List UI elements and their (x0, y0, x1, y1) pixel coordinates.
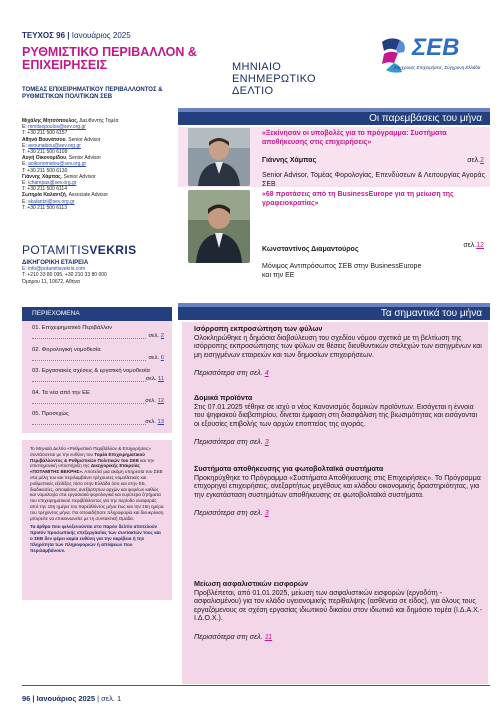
highlight-body: Στις 07.01.2025 τέθηκε σε ισχύ ο νέος Κανονισμός δομικών προϊόντων. Εισάγεται η έννοια του ψηφιακού διαβατηρίου, δίνεται έμφαση στη διασφάλιση της βιωσιμότητας και εισάγονται οι εξουσίες επιβολής των αρχών εποπτείας της αγοράς. (194, 403, 478, 428)
contact-email-line: E: ichampas@sev.org.gr (22, 180, 77, 187)
guest-page-ref-2[interactable] (463, 242, 484, 249)
toc-item-page-prefix: σελ. (145, 376, 157, 382)
highlight-body: Προκηρύχθηκε το Πρόγραμμα «Συστήματα Αποθήκευσης στις Επιχειρήσεις». Το Πρόγραμμα επιχορηγεί επιχειρήσεις, ανεξαρτήτως μεγέθους και κλάδου οικονομικής δραστηριότητας, για την εγκατάσταση συστημάτων αποθήκευσης σε φωτοβολταϊκά συστήματα. (194, 474, 481, 499)
highlight-body: Ολοκληρώθηκε η δημόσια διαβούλευση του σχεδίου νόμου σχετικά με τη βελτίωση της ισόρροπης εκπροσώπησης των φύλων σε θέσεις διευθυντικών στελεχών των εισηγμένων και μη εισηγμένων εταιρειών και των δημοσίων επιχειρήσεων. (194, 334, 482, 359)
highlight-more-prefix: Περισσότερα στη σελ. (194, 368, 263, 377)
footer-issue: 96 (22, 694, 31, 703)
toc-title: ΠΕΡΙΕΧΟΜΕΝΑ (22, 307, 172, 321)
toc-leader-dots (32, 403, 146, 404)
toc-item[interactable] (22, 364, 172, 386)
toc-item-page[interactable]: 6 (160, 354, 164, 361)
disclaimer-text-b: Τομέα Επιχειρηματικού Περιβάλλοντος & Ρυθμιστικών Πολιτικών του ΣΕΒ (30, 451, 145, 463)
sev-logo (380, 34, 490, 84)
guest-page-2[interactable]: 12 (476, 242, 484, 249)
toc-box (22, 307, 172, 433)
guest-role-2: Μόνιμος Αντιπρόσωπος ΣΕΒ στην BusinessEurope και την ΕΕ (262, 263, 422, 279)
highlight-item (194, 465, 484, 518)
guest-page-prefix-1: σελ. (467, 157, 481, 164)
highlight-title: Μείωση ασφαλιστικών εισφορών (194, 579, 308, 588)
contact-name: Αυγή Οικονομίδου (22, 155, 66, 162)
disclaimer-paragraph-1 (30, 446, 164, 521)
toc-item-page-prefix: σελ. (145, 397, 156, 404)
toc-leader-dots (32, 360, 146, 361)
guests-section-title: Οι παρεμβάσεις του μήνα (369, 113, 482, 124)
highlights-section-bar (178, 307, 490, 320)
contact-email-line: E: aoikonomidou@sev.org.gr (22, 161, 87, 168)
highlight-more-page[interactable]: 3 (264, 508, 269, 517)
law-firm-address: Όμηρου 11, 10672, Αθήνα (22, 278, 80, 285)
guest-role-1: Senior Advisor, Τομέας Φορολογίας, Επενδύσεων & Λειτουργίας Αγοράς ΣΕΒ (262, 172, 485, 188)
toc-item-page-ref[interactable] (145, 398, 164, 404)
highlight-more-page[interactable]: 4 (264, 368, 269, 377)
contact-email[interactable]: avounatsou@sev.org.gr (28, 142, 81, 149)
highlight-title: Δομικά προϊόντα (194, 393, 253, 402)
footer: 96 | Ιανουάριος 2025 | σελ. 1 (22, 694, 122, 703)
toc-item-page-prefix: σελ. (148, 354, 160, 361)
footer-page: σελ. 1 (101, 694, 122, 703)
contact-phone: T: +30 211 500 6130 (22, 167, 68, 174)
highlight-item (194, 394, 484, 447)
disclaimer-paragraph-2: Τα άρθρα που φιλοξενούνται στο παρόν δελτίο αποτελούν προϊόν προσωπικής επεξεργασίας των συντακτών τους και ο ΣΕΒ δεν φέρει καμία ευθύνη για την ακρίβεια ή την πληρότητα των πληροφοριών ή απόψεων που περιλαμβάνουν. (30, 524, 161, 553)
contact-email[interactable]: mmitsopoulos@sev.org.gr (28, 124, 86, 131)
sev-logo-text: ΣΕΒ (412, 34, 460, 61)
guest-quote-2[interactable]: «68 προτάσεις από τη BusinessEurope για τη μείωση της γραφειοκρατίας» (262, 191, 454, 207)
contact-email[interactable]: ichampas@sev.org.gr (28, 180, 77, 187)
disclaimer-text-d: Δικηγορικής Εταιρείας «ΠΟΤΑΜΙΤΗΣ ΒΕΚΡΗΣ». (30, 463, 140, 475)
guests-section-bar (178, 112, 490, 125)
highlights-section-title: Τα σημαντικά του μήνα (380, 308, 482, 319)
contact-name: Γιάννης Χάμπας (22, 173, 61, 180)
sev-logo-tagline: Σύγχρονες Επιχειρήσεις, Σύγχρονη Ελλάδα (394, 65, 481, 70)
newsletter-title: ΡΥΘΜΙΣΤΙΚΟ ΠΕΡΙΒΑΛΛΟΝ & ΕΠΙΧΕΙΡΗΣΕΙΣ (22, 45, 197, 72)
toc-item-label: 03. Εργασιακές σχέσεις & εργατική νομοθεσία (32, 368, 150, 374)
contact-phone: T: +30 211 500 6114 (22, 186, 67, 193)
contact-email-line: E: skalantzi@sev.org.gr (22, 198, 75, 205)
highlight-more-link[interactable] (194, 633, 484, 642)
contacts-list (22, 118, 182, 211)
law-firm-email[interactable]: E: info@potamitisvekris.com (22, 266, 86, 273)
toc-item-label: 04. Τα νέα από την ΕΕ (32, 389, 90, 396)
contact-phone: T: +30 211 500 6109 (22, 149, 68, 156)
contact-role: , Associate Advisor (65, 192, 109, 199)
toc-leader-dots (32, 381, 146, 382)
guest-quote-1[interactable]: «Ξεκίνησαν οι υποβολές για το πρόγραμμα: Συστήματα αποθήκευσης στις επιχειρήσεις» (262, 130, 447, 146)
toc-item-page-prefix: σελ. (145, 419, 156, 425)
toc-item-page[interactable]: 11 (157, 376, 164, 382)
contact-email-line: E: avounatsou@sev.org.gr (22, 142, 81, 149)
highlight-title: Ισόρροπη εκπροσώπηση των φύλων (194, 324, 323, 333)
issue-date: Ιανουάριος 2025 (71, 31, 131, 40)
toc-item-label: 02. Φορολογική νομοθεσία (32, 346, 101, 353)
guest-name-2-text: Κωνσταντίνος Διαμαντούρος (262, 246, 359, 253)
law-firm-logo (22, 243, 136, 257)
contact-email[interactable]: skalantzi@sev.org.gr (28, 198, 75, 205)
law-firm-subtitle: ΔΙΚΗΓΟΡΙΚΗ ΕΤΑΙΡΕΙΑ (22, 260, 89, 266)
law-firm-phone: T: +210 33 80 095, +30 210 33 80 000 (22, 272, 107, 279)
contact-role: , Διευθυντής Τομέα (76, 118, 119, 124)
toc-item-label: 01. Επιχειρηματικό Περιβάλλον (32, 325, 113, 331)
contact-name: Αθηνά Βουνάτσου (22, 136, 66, 143)
toc-item-page[interactable]: 2 (160, 333, 164, 339)
footer-date: Ιανουάριος 2025 (36, 694, 96, 703)
guest-name-2 (262, 242, 484, 253)
highlight-body: Προβλέπεται, από 01.01.2025, μείωση των ασφαλιστικών εισφορών (εργοδότη - ασφαλισμένου) για τον κλάδο υγειονομικής περίθαλψης (ασθένεια σε είδος), για όλους τους εργαζόμενους σε σχέση εργασίας ιδιωτικού δικαίου στον ιδιωτικό και δημόσιο τομέα (Ι.Δ.Α.Χ.-Ι.Δ.Ο.Χ.). (194, 589, 483, 622)
toc-item-label: 05. Προσεχώς (32, 411, 69, 417)
toc-leader-dots (32, 338, 146, 339)
guest-page-ref-1[interactable] (467, 157, 484, 164)
law-firm-info (22, 260, 182, 285)
law-firm-name-light: POTAMITIS (22, 243, 90, 257)
issue-line: ΤΕΥΧΟΣ 96 | Ιανουάριος 2025 (22, 31, 131, 40)
disclaimer-text-c: και την επιστημονική υποστήριξη της (30, 457, 154, 469)
disclaimer-text-e: Αποτελεί μια ακόμη υπηρεσία του ΣΕΒ στα μέλη του και περιλαμβάνει τρέχουσες νομοθετικές και ρυθμιστικές εξελίξεις τόσο στην Ελλάδα όσο και στην ΕΕ, διαδικασίες, αποφάσεις ανεξάρτητων αρχών και φορέων καθώς και νομολογία στα εργασιακά φορολογικά και ευρύτερα ζητήματα του επιχειρηματικού περιβάλλοντος για την περίοδο αναφοράς από την 15η ημέρα του παρελθόντος μήνα έως και την 15η ημέρα του τρέχοντος μήνα. Για οποιαδήποτε πληροφορία και διευκρίνιση μπορείτε να επικοινωνείτε με τη συντακτική Ομάδα. (30, 469, 164, 521)
contact-name: Μιχάλης Μητσόπουλος (22, 118, 77, 124)
contact-role: , Senior Advisor (60, 173, 96, 180)
highlight-more-page[interactable]: 11 (264, 631, 273, 641)
toc-item-page-ref[interactable] (145, 419, 164, 425)
contact-email[interactable]: aoikonomidou@sev.org.gr (28, 161, 87, 168)
disclaimer-box (22, 440, 172, 600)
newsletter-subtitle: ΜΗΝΙΑΙΟ ΕΝΗΜΕΡΩΤΙΚΟ ΔΕΛΤΙΟ (232, 61, 316, 97)
guest-photo-2 (188, 190, 250, 263)
guest-photo-1 (188, 128, 250, 186)
guest-page-prefix-2: σελ. (463, 242, 477, 249)
toc-item[interactable] (22, 321, 172, 343)
toc-item-page-ref[interactable] (148, 355, 164, 361)
guest-name-1 (262, 157, 484, 164)
toc-item[interactable] (22, 343, 172, 365)
highlight-more-link[interactable] (194, 509, 484, 518)
guest-name-1-text: Γιάννης Χάμπας (262, 157, 317, 164)
toc-item[interactable] (22, 407, 172, 429)
toc-item[interactable] (22, 386, 172, 408)
toc-item-page-ref[interactable] (146, 376, 164, 382)
guest-page-1[interactable]: 2 (480, 157, 484, 164)
law-firm-name-bold: VEKRIS (89, 243, 137, 257)
toc-item-page-ref[interactable] (148, 333, 164, 339)
disclaimer-text-a: Το Μηνιαίο Δελτίο «Ρυθμιστικό Περιβάλλον & Επιχειρήσεις» συντάσσεται με την ευθύνη του (30, 446, 152, 457)
toc-leader-dots (32, 424, 146, 425)
highlight-more-prefix: Περισσότερα στη σελ. (194, 437, 263, 446)
contact-phone: T: +30 211 500 6157 (22, 130, 68, 137)
contact-role: , Senior Advisor (65, 155, 102, 162)
toc-item-page[interactable]: 12 (157, 397, 164, 404)
highlight-more-page[interactable]: 3 (264, 437, 269, 446)
contact-name: Σωτηρία Καλαντζή (22, 192, 66, 199)
highlight-item (194, 580, 484, 641)
highlight-more-link[interactable] (194, 438, 484, 447)
issue-number: ΤΕΥΧΟΣ 96 (22, 31, 66, 40)
toc-item-page-prefix: σελ. (148, 333, 160, 339)
highlight-item (194, 325, 484, 378)
footer-divider (22, 685, 490, 686)
highlight-more-prefix: Περισσότερα στη σελ. (194, 631, 263, 641)
contact-phone: T: +30 211 500 6113 (22, 204, 67, 211)
highlight-more-prefix: Περισσότερα στη σελ. (194, 508, 263, 517)
contact-email-line: E: mmitsopoulos@sev.org.gr (22, 124, 86, 131)
toc-item-page[interactable]: 13 (157, 419, 164, 425)
toc-items (22, 321, 172, 429)
highlight-more-link[interactable] (194, 369, 484, 378)
highlight-title: Συστήματα αποθήκευσης για φωτοβολταϊκά συστήματα (194, 464, 384, 473)
sector-title: ΤΟΜΕΑΣ ΕΠΙΧΕΙΡΗΜΑΤΙΚΟΥ ΠΕΡΙΒΑΛΛΟΝΤΟΣ & ΡΥΘΜΙΣΤΙΚΩΝ ΠΟΛΙΤΙΚΩΝ ΣΕΒ (22, 87, 163, 100)
contact-role: , Senior Advisor (65, 136, 101, 143)
